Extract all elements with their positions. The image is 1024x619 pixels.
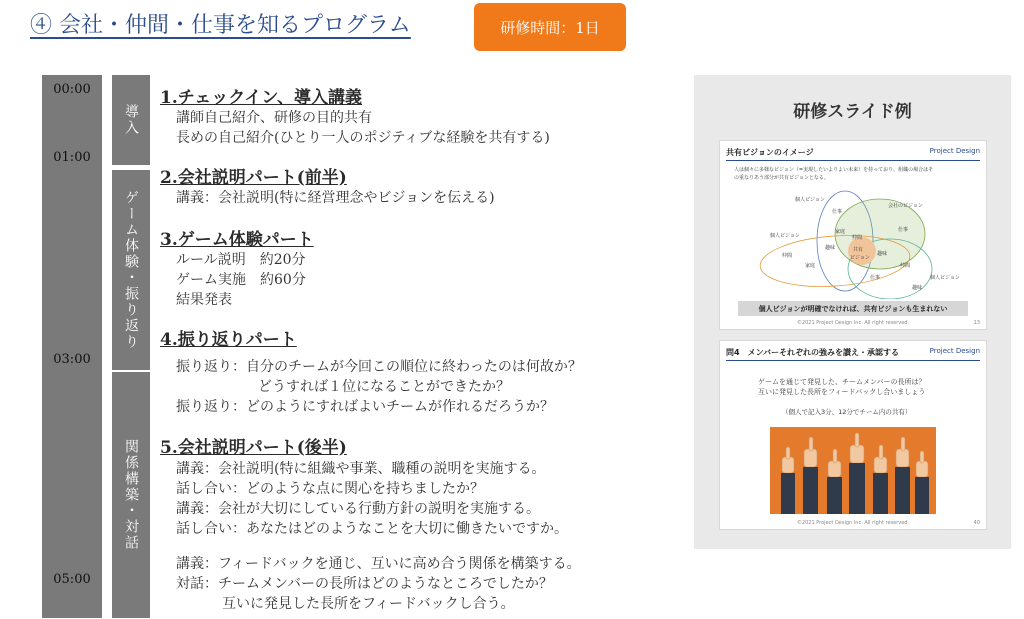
section-heading: 3.ゲーム体験パート xyxy=(160,230,314,250)
section-line: 振り返り：自分のチームが今回この順位に終わったのは何故か？ xyxy=(176,359,582,375)
time-label: 05:00 xyxy=(53,572,91,587)
slide-footer: ©2021 Project Design Inc. All right reserved. xyxy=(796,520,910,526)
page-title: ④ 会社・仲間・仕事を知るプログラム xyxy=(30,13,411,38)
slide-heading: 共有ビジョンのイメージ xyxy=(726,148,814,157)
section-line: 話し合い：どのような点に関心を持ちましたか？ xyxy=(176,481,484,497)
venn-label: 共有 xyxy=(853,247,864,253)
venn-label: 会社のビジョン xyxy=(888,203,923,209)
venn-label: 個人ビジョン xyxy=(795,197,825,203)
section-line: 長めの自己紹介(ひとり一人のポジティブな経験を共有する) xyxy=(176,130,550,146)
venn-label: 家庭 xyxy=(805,263,816,269)
section-line: 対話：チームメンバーの長所はどのようなところでしたか？ xyxy=(176,576,553,592)
slide-sample-panel xyxy=(694,75,1011,549)
section-heading: 1.チェックイン、導入講義 xyxy=(160,88,363,108)
section-line: 互いに発見した長所をフィードバックし合う。 xyxy=(222,596,515,612)
slide-shared-vision xyxy=(719,140,987,330)
time-label: 01:00 xyxy=(53,150,91,165)
venn-label: 趣味 xyxy=(825,245,836,251)
section-line: 講義：フィードバックを通じ、互いに高め合う関係を構築する。 xyxy=(176,556,581,572)
venn-label: 個人ビジョン xyxy=(770,233,800,239)
section-heading: 4.振り返りパート xyxy=(160,330,297,350)
phase-intro: 導入 xyxy=(112,75,150,165)
slide-text: 互いに発見した長所をフィードバックし合いましょう xyxy=(758,388,926,396)
slide-page-number: 40 xyxy=(973,520,980,526)
venn-label: ビジョン xyxy=(850,255,870,261)
venn-label: 趣味 xyxy=(912,285,923,291)
venn-label: 個人ビジョン xyxy=(930,275,960,281)
slide-heading: 問4 メンバーそれぞれの強みを讃え・承認する xyxy=(726,348,900,357)
duration-badge: 研修時間：1日 xyxy=(474,3,626,51)
time-label: 00:00 xyxy=(53,82,91,97)
slide-footer: ©2021 Project Design Inc. All right reserved. xyxy=(796,320,910,326)
slide-rule xyxy=(726,360,980,361)
slide-text: ゲームを通じて発見した、チームメンバーの長所は？ xyxy=(758,378,926,386)
venn-label: 仕事 xyxy=(832,209,843,215)
section-line: 振り返り：どのようにすればよいチームが作れるだろうか？ xyxy=(176,399,554,415)
slide-logo: Project Design xyxy=(929,147,980,155)
phase-game: ゲーム体験・振り返り xyxy=(112,170,150,370)
section-line: ルール説明 約20分 xyxy=(176,252,306,268)
section-heading: 5.会社説明パート(後半) xyxy=(160,438,347,458)
section-line: 講師自己紹介、研修の目的共有 xyxy=(176,110,372,126)
section-line: 講義：会社説明(特に組織や事業、職種の説明を実施する。 xyxy=(176,461,546,477)
venn-label: 家庭 xyxy=(835,229,846,235)
venn-label: 仕事 xyxy=(898,227,909,233)
sample-title: 研修スライド例 xyxy=(793,102,912,122)
slide-rule xyxy=(726,160,980,161)
time-label: 03:00 xyxy=(53,352,91,367)
venn-label: 趣味 xyxy=(877,251,888,257)
slide-text: の重なりあう部分が共有ビジョンとなる。 xyxy=(734,175,829,181)
section-line: 講義：会社説明(特に経営理念やビジョンを伝える) xyxy=(176,190,495,206)
slide-text: （個人で記入3分、12分でチーム内の共有） xyxy=(782,408,912,416)
slide-banner: 個人ビジョンが明確でなければ、共有ビジョンも生まれない xyxy=(738,301,968,316)
section-line: 結果発表 xyxy=(176,292,232,308)
venn-label: 仕事 xyxy=(870,275,881,281)
section-line: ゲーム実施 約60分 xyxy=(176,272,306,288)
venn-label: 仲間 xyxy=(900,263,911,269)
venn-label: 仲間 xyxy=(782,253,793,259)
section-line: 話し合い：あなたはどのようなことを大切に働きたいですか。 xyxy=(176,521,568,537)
slide-strengths xyxy=(719,340,987,530)
venn-diagram xyxy=(740,189,970,299)
section-line: どうすれば１位になることができたか？ xyxy=(258,379,510,395)
section-heading: 2.会社説明パート(前半) xyxy=(160,168,347,188)
phase-relationship: 関係構築・対話 xyxy=(112,372,150,618)
thumbs-up-image xyxy=(770,427,936,514)
venn-label: 仲間 xyxy=(852,235,863,241)
section-line: 講義：会社が大切にしている行動方針の説明を実施する。 xyxy=(176,501,540,517)
slide-text: 人は個々に多様なビジョン（=実現したいよりよい未来）を持っており、組織の場合はそ xyxy=(734,167,934,173)
slide-page-number: 13 xyxy=(973,320,980,326)
slide-logo: Project Design xyxy=(929,347,980,355)
